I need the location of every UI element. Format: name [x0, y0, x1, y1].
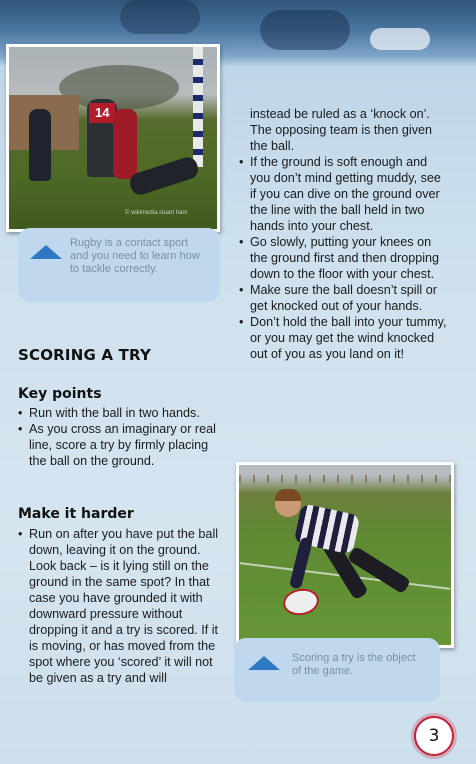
photo-player [29, 109, 51, 181]
caption-text: Rugby is a contact sport and you need to learn how to tackle correctly. [70, 237, 200, 275]
make-it-harder-title: Make it harder [18, 506, 134, 522]
photo-arm [289, 536, 313, 589]
section-heading: SCORING A TRY [18, 346, 152, 364]
banner-boot [370, 28, 430, 50]
photo-hair [275, 489, 301, 501]
caption-box-tackle [18, 228, 220, 302]
photo-goal-post [193, 47, 203, 167]
list-item: • If the ground is soft enough and you don’t mind getting muddy, see if you can dive on the ground over the line with the ball held in two hands into your chest. [239, 154, 449, 234]
photo-shirt-number: 14 [95, 105, 110, 120]
banner-shape [120, 0, 200, 34]
list-item: • Run on after you have put the ball down, leaving it on the ground. Look back – is it lying still on the ground in the same spot? In that case you have grounded it with downward pressure without dropping it and a try is scored. If it is moving, or has moved from the spot where you ‘scored’ it will not be given as a try and will [18, 526, 220, 686]
photo-credit: © wikimedia.stuart ham [125, 210, 188, 216]
list-item: • Run with the ball in two hands. [18, 405, 218, 421]
caption-box-try [234, 638, 440, 702]
make-it-harder-list [18, 526, 220, 686]
triangle-icon [30, 245, 62, 259]
photo-fence [239, 475, 451, 483]
triangle-icon [248, 656, 280, 670]
photo-tackled-player [127, 155, 200, 198]
list-item: • Make sure the ball doesn’t spill or get knocked out of your hands. [239, 282, 449, 314]
rugby-tackle-photo [6, 44, 220, 232]
list-item: • As you cross an imaginary or real line, score a try by firmly placing the ball on the ground. [18, 421, 218, 469]
list-item: • Go slowly, putting your knees on the ground first and then dropping down to the floor with your chest. [239, 234, 449, 282]
scoring-try-photo [236, 462, 454, 648]
list-item: • Don’t hold the ball into your tummy, or you may get the wind knocked out of you as you land on it! [239, 314, 449, 362]
page-number: 3 [414, 716, 454, 756]
banner-shape [260, 10, 350, 50]
continuation-text: instead be ruled as a ‘knock on’. The opposing team is then given the ball. [250, 107, 433, 153]
key-points-list [18, 405, 218, 469]
key-points-title: Key points [18, 386, 102, 402]
right-column-text [239, 106, 449, 362]
rugby-ball [281, 586, 321, 618]
photo-player [113, 109, 137, 179]
caption-text: Scoring a try is the object of the game. [292, 652, 416, 677]
